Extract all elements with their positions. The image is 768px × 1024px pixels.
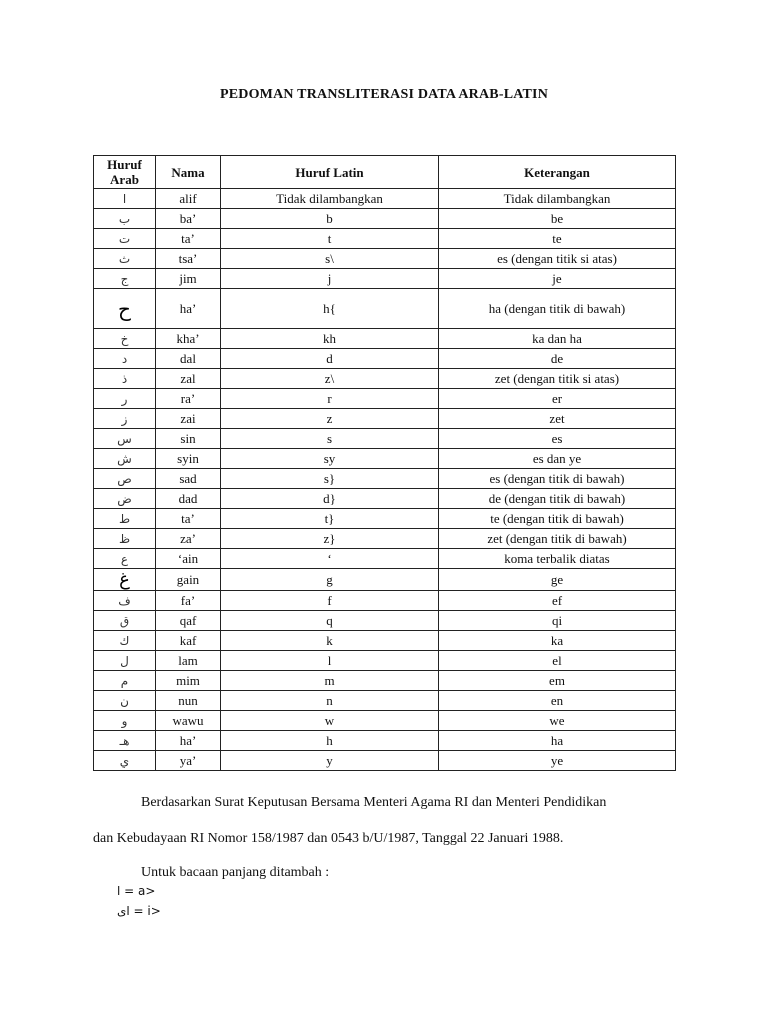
cell-keterangan: Tidak dilambangkan — [439, 189, 676, 209]
long-vowel-intro: Untuk bacaan panjang ditambah : — [141, 865, 330, 880]
header-huruf-arab-line2: Arab — [110, 172, 139, 187]
cell-arab: ك — [94, 631, 156, 651]
cell-latin: j — [221, 269, 439, 289]
cell-latin: ‘ — [221, 549, 439, 569]
header-keterangan: Keterangan — [439, 156, 676, 189]
table-row — [94, 549, 676, 569]
cell-latin: r — [221, 389, 439, 409]
long-vowel-i: اى = i> — [117, 904, 161, 918]
cell-arab: ث — [94, 249, 156, 269]
cell-latin: d} — [221, 489, 439, 509]
cell-arab: س — [94, 429, 156, 449]
cell-arab: ظ — [94, 529, 156, 549]
cell-nama: ‘ain — [156, 549, 221, 569]
cell-latin: g — [221, 569, 439, 591]
cell-keterangan: en — [439, 691, 676, 711]
table-row — [94, 631, 676, 651]
cell-nama: dad — [156, 489, 221, 509]
cell-keterangan: de — [439, 349, 676, 369]
cell-keterangan: be — [439, 209, 676, 229]
cell-keterangan: ge — [439, 569, 676, 591]
table-row — [94, 289, 676, 329]
cell-keterangan: zet (dengan titik di bawah) — [439, 529, 676, 549]
cell-nama: gain — [156, 569, 221, 591]
cell-nama: zal — [156, 369, 221, 389]
cell-keterangan: zet (dengan titik si atas) — [439, 369, 676, 389]
table-row — [94, 429, 676, 449]
cell-keterangan: we — [439, 711, 676, 731]
cell-keterangan: es — [439, 429, 676, 449]
table-row — [94, 329, 676, 349]
cell-nama: kaf — [156, 631, 221, 651]
cell-latin: t — [221, 229, 439, 249]
cell-arab: ف — [94, 591, 156, 611]
decree-paragraph-line2: dan Kebudayaan RI Nomor 158/1987 dan 0543 b/U/1987, Tanggal 22 Januari 1988. — [93, 831, 564, 846]
cell-latin: h{ — [221, 289, 439, 329]
cell-arab: ر — [94, 389, 156, 409]
cell-nama: sin — [156, 429, 221, 449]
table-row — [94, 469, 676, 489]
cell-latin: b — [221, 209, 439, 229]
cell-arab: غ — [94, 569, 156, 591]
table-row — [94, 731, 676, 751]
cell-keterangan: je — [439, 269, 676, 289]
cell-arab: ع — [94, 549, 156, 569]
cell-arab: ص — [94, 469, 156, 489]
cell-arab: ض — [94, 489, 156, 509]
cell-nama: zai — [156, 409, 221, 429]
cell-arab: ش — [94, 449, 156, 469]
table-row — [94, 671, 676, 691]
cell-latin: f — [221, 591, 439, 611]
cell-nama: lam — [156, 651, 221, 671]
cell-arab: م — [94, 671, 156, 691]
cell-arab: ن — [94, 691, 156, 711]
cell-nama: nun — [156, 691, 221, 711]
cell-nama: ba’ — [156, 209, 221, 229]
cell-keterangan: es (dengan titik si atas) — [439, 249, 676, 269]
cell-keterangan: el — [439, 651, 676, 671]
cell-keterangan: er — [439, 389, 676, 409]
cell-arab: هـ — [94, 731, 156, 751]
cell-nama: za’ — [156, 529, 221, 549]
cell-arab: ا — [94, 189, 156, 209]
cell-latin: s — [221, 429, 439, 449]
cell-arab: ت — [94, 229, 156, 249]
cell-arab: ح — [94, 289, 156, 329]
table-row — [94, 269, 676, 289]
cell-latin: l — [221, 651, 439, 671]
table-row — [94, 591, 676, 611]
cell-latin: Tidak dilambangkan — [221, 189, 439, 209]
cell-nama: jim — [156, 269, 221, 289]
cell-nama: mim — [156, 671, 221, 691]
cell-latin: k — [221, 631, 439, 651]
table-row — [94, 691, 676, 711]
table-row — [94, 249, 676, 269]
cell-nama: ha’ — [156, 289, 221, 329]
transliteration-table — [93, 155, 676, 771]
cell-arab: ط — [94, 509, 156, 529]
cell-nama: ta’ — [156, 229, 221, 249]
table-row — [94, 229, 676, 249]
cell-nama: syin — [156, 449, 221, 469]
cell-latin: z\ — [221, 369, 439, 389]
cell-keterangan: ef — [439, 591, 676, 611]
cell-latin: z} — [221, 529, 439, 549]
cell-nama: dal — [156, 349, 221, 369]
cell-nama: tsa’ — [156, 249, 221, 269]
cell-latin: w — [221, 711, 439, 731]
long-vowel-a: ا = a> — [117, 884, 156, 898]
cell-latin: s\ — [221, 249, 439, 269]
cell-arab: و — [94, 711, 156, 731]
cell-arab: ق — [94, 611, 156, 631]
cell-keterangan: koma terbalik diatas — [439, 549, 676, 569]
cell-keterangan: ka dan ha — [439, 329, 676, 349]
cell-latin: kh — [221, 329, 439, 349]
cell-nama: alif — [156, 189, 221, 209]
cell-nama: ta’ — [156, 509, 221, 529]
cell-keterangan: qi — [439, 611, 676, 631]
cell-keterangan: te — [439, 229, 676, 249]
cell-latin: s} — [221, 469, 439, 489]
table-row — [94, 651, 676, 671]
table-row — [94, 569, 676, 591]
table-row — [94, 349, 676, 369]
cell-keterangan: ye — [439, 751, 676, 771]
cell-latin: z — [221, 409, 439, 429]
cell-nama: ha’ — [156, 731, 221, 751]
cell-latin: n — [221, 691, 439, 711]
cell-keterangan: es (dengan titik di bawah) — [439, 469, 676, 489]
cell-nama: ya’ — [156, 751, 221, 771]
cell-keterangan: ka — [439, 631, 676, 651]
table-row — [94, 449, 676, 469]
cell-keterangan: zet — [439, 409, 676, 429]
cell-nama: sad — [156, 469, 221, 489]
table-header-row — [94, 156, 676, 189]
cell-arab: ز — [94, 409, 156, 429]
cell-nama: fa’ — [156, 591, 221, 611]
cell-nama: wawu — [156, 711, 221, 731]
cell-latin: d — [221, 349, 439, 369]
decree-paragraph-line1: Berdasarkan Surat Keputusan Bersama Menteri Agama RI dan Menteri Pendidikan — [141, 795, 607, 810]
cell-arab: ذ — [94, 369, 156, 389]
header-huruf-latin: Huruf Latin — [221, 156, 439, 189]
cell-latin: y — [221, 751, 439, 771]
header-nama: Nama — [156, 156, 221, 189]
cell-latin: t} — [221, 509, 439, 529]
cell-latin: q — [221, 611, 439, 631]
cell-nama: kha’ — [156, 329, 221, 349]
cell-latin: m — [221, 671, 439, 691]
cell-keterangan: ha (dengan titik di bawah) — [439, 289, 676, 329]
header-huruf-arab-line1: Huruf — [107, 157, 142, 172]
cell-arab: ب — [94, 209, 156, 229]
table-row — [94, 209, 676, 229]
page-title: PEDOMAN TRANSLITERASI DATA ARAB-LATIN — [219, 87, 549, 102]
cell-arab: ل — [94, 651, 156, 671]
cell-nama: qaf — [156, 611, 221, 631]
table-row — [94, 751, 676, 771]
table-row — [94, 529, 676, 549]
cell-keterangan: em — [439, 671, 676, 691]
table-row — [94, 189, 676, 209]
header-huruf-arab — [94, 156, 156, 189]
table-row — [94, 389, 676, 409]
table-row — [94, 611, 676, 631]
cell-latin: sy — [221, 449, 439, 469]
cell-latin: h — [221, 731, 439, 751]
cell-keterangan: ha — [439, 731, 676, 751]
cell-arab: ي — [94, 751, 156, 771]
cell-arab: د — [94, 349, 156, 369]
table-row — [94, 489, 676, 509]
cell-keterangan: de (dengan titik di bawah) — [439, 489, 676, 509]
cell-arab: خ — [94, 329, 156, 349]
table-row — [94, 409, 676, 429]
cell-arab: ج — [94, 269, 156, 289]
cell-keterangan: es dan ye — [439, 449, 676, 469]
table-row — [94, 509, 676, 529]
cell-nama: ra’ — [156, 389, 221, 409]
cell-keterangan: te (dengan titik di bawah) — [439, 509, 676, 529]
table-row — [94, 711, 676, 731]
table-row — [94, 369, 676, 389]
